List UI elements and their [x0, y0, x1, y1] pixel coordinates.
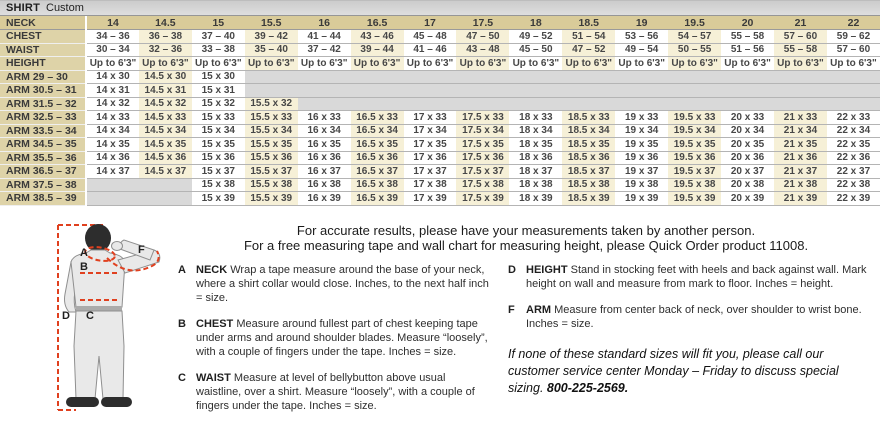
size-cell: 17 x 38 [404, 178, 457, 192]
size-cell: 21 x 35 [774, 138, 827, 152]
size-cell: 14 x 36 [86, 151, 139, 165]
size-cell: 18.5 x 37 [562, 165, 615, 179]
neck-size-header: 19 [615, 16, 668, 30]
size-cell: 50 – 55 [668, 43, 721, 57]
size-cell: 16.5 x 37 [351, 165, 404, 179]
item-text: Wrap a tape measure around the base of your neck, where a shirt collar would close. Inches, to the next half inch = size. [196, 264, 489, 305]
size-cell: 14.5 x 30 [139, 70, 192, 84]
neck-size-header: 15.5 [245, 16, 298, 30]
size-cell: 15 x 36 [192, 151, 245, 165]
size-cell: Up to 6'3" [404, 57, 457, 71]
size-cell: 16.5 x 33 [351, 111, 404, 125]
size-cell: 37 – 42 [298, 43, 351, 57]
size-cell: 15 x 33 [192, 111, 245, 125]
size-cell: 51 – 56 [721, 43, 774, 57]
size-cell [827, 97, 880, 111]
size-cell [509, 97, 562, 111]
measurement-figure [0, 220, 178, 431]
row-label: WAIST [0, 43, 86, 57]
size-cell: 22 x 37 [827, 165, 880, 179]
size-cell: 21 x 37 [774, 165, 827, 179]
size-cell [351, 97, 404, 111]
size-cell: 18 x 37 [509, 165, 562, 179]
row-label: ARM 30.5 – 31 [0, 84, 86, 98]
size-cell: 22 x 35 [827, 138, 880, 152]
note-text: If none of these standard sizes will fit you, please call our customer service center Monday – Friday to discuss special sizing. [508, 347, 839, 395]
size-cell: 17.5 x 33 [456, 111, 509, 125]
size-cell: 14.5 x 37 [139, 165, 192, 179]
size-cell: Up to 6'3" [86, 57, 139, 71]
size-cell [774, 84, 827, 98]
size-cell: 19 x 37 [615, 165, 668, 179]
size-cell: 14.5 x 33 [139, 111, 192, 125]
row-label: ARM 29 – 30 [0, 70, 86, 84]
size-cell: 16 x 34 [298, 124, 351, 138]
figure-label-a: A [80, 246, 88, 259]
size-cell: Up to 6'3" [456, 57, 509, 71]
size-cell: 20 x 39 [721, 192, 774, 206]
item-text: Measure from center back of neck, over shoulder to wrist bone. Inches = size. [526, 304, 862, 331]
instruction-item-height [508, 264, 874, 292]
size-cell: 14 x 30 [86, 70, 139, 84]
size-cell: 17 x 35 [404, 138, 457, 152]
neck-size-header: 17 [404, 16, 457, 30]
size-cell: Up to 6'3" [245, 57, 298, 71]
size-cell: 20 x 36 [721, 151, 774, 165]
size-cell: 39 – 44 [351, 43, 404, 57]
size-cell: 41 – 46 [404, 43, 457, 57]
size-cell [721, 70, 774, 84]
size-cell [139, 192, 192, 206]
special-sizing-note [508, 346, 874, 397]
size-cell: 19 x 39 [615, 192, 668, 206]
size-cell: 55 – 58 [721, 30, 774, 44]
size-cell: 22 x 38 [827, 178, 880, 192]
figure-right-foot [101, 397, 132, 407]
size-cell: 16.5 x 36 [351, 151, 404, 165]
size-cell [668, 70, 721, 84]
neck-size-header: 21 [774, 16, 827, 30]
size-cell: 15 x 38 [192, 178, 245, 192]
size-cell [668, 84, 721, 98]
size-cell: 15 x 30 [192, 70, 245, 84]
size-cell: 16.5 x 35 [351, 138, 404, 152]
size-cell: 18 x 39 [509, 192, 562, 206]
size-cell: 18.5 x 35 [562, 138, 615, 152]
size-cell: 17 x 33 [404, 111, 457, 125]
size-cell [456, 97, 509, 111]
size-cell: Up to 6'3" [668, 57, 721, 71]
size-cell: 19.5 x 37 [668, 165, 721, 179]
item-text: Stand in stocking feet with heels and back against wall. Mark height on wall and measure from mark to floor. Inches = height. [526, 264, 867, 291]
instructions-right-column [508, 264, 874, 426]
size-cell: 17.5 x 38 [456, 178, 509, 192]
size-cell: 16 x 38 [298, 178, 351, 192]
size-cell: 17 x 39 [404, 192, 457, 206]
size-cell [245, 70, 298, 84]
size-cell: 20 x 37 [721, 165, 774, 179]
size-cell: 51 – 54 [562, 30, 615, 44]
size-cell: 14 x 31 [86, 84, 139, 98]
size-cell: 20 x 38 [721, 178, 774, 192]
size-cell: 14 x 32 [86, 97, 139, 111]
size-cell: 32 – 36 [139, 43, 192, 57]
neck-row-label: NECK [0, 16, 86, 30]
size-cell: 15.5 x 34 [245, 124, 298, 138]
size-cell: 43 – 46 [351, 30, 404, 44]
size-cell [298, 97, 351, 111]
size-cell: 19.5 x 38 [668, 178, 721, 192]
size-cell: 37 – 40 [192, 30, 245, 44]
size-cell: 14 x 37 [86, 165, 139, 179]
table-row-arm-35.5-36 [0, 151, 880, 165]
size-cell: 19 x 36 [615, 151, 668, 165]
size-cell: Up to 6'3" [774, 57, 827, 71]
size-cell: Up to 6'3" [298, 57, 351, 71]
neck-size-header: 20 [721, 16, 774, 30]
neck-size-header: 16.5 [351, 16, 404, 30]
neck-header-row [0, 16, 880, 30]
size-cell [668, 97, 721, 111]
instruction-columns [178, 264, 874, 426]
size-cell: 17 x 37 [404, 165, 457, 179]
neck-size-header: 14.5 [139, 16, 192, 30]
size-cell: 35 – 40 [245, 43, 298, 57]
size-table [0, 16, 880, 206]
size-cell [86, 192, 139, 206]
item-term: WAIST [196, 371, 231, 384]
figure-legs [74, 311, 124, 399]
instruction-item-chest [178, 318, 492, 360]
table-row-arm-30.5-31 [0, 84, 880, 98]
size-cell: 15.5 x 37 [245, 165, 298, 179]
item-letter: A [178, 264, 186, 277]
size-cell [298, 70, 351, 84]
neck-size-header: 22 [827, 16, 880, 30]
table-row-arm-36.5-37 [0, 165, 880, 179]
item-letter: C [178, 371, 186, 384]
size-cell [827, 84, 880, 98]
size-cell: 17 x 36 [404, 151, 457, 165]
neck-size-header: 18 [509, 16, 562, 30]
item-letter: F [508, 304, 515, 317]
neck-size-header: 17.5 [456, 16, 509, 30]
size-cell: 15 x 31 [192, 84, 245, 98]
size-cell [351, 70, 404, 84]
neck-size-header: 18.5 [562, 16, 615, 30]
size-cell: 20 x 34 [721, 124, 774, 138]
table-row-height [0, 57, 880, 71]
figure-label-c: C [86, 309, 94, 322]
size-cell: 15.5 x 32 [245, 97, 298, 111]
size-cell: 21 x 39 [774, 192, 827, 206]
size-cell: 54 – 57 [668, 30, 721, 44]
intro-line-1: For accurate results, please have your measurements taken by another person. [296, 222, 756, 238]
body-measurement-diagram [6, 220, 178, 426]
size-cell: 19 x 38 [615, 178, 668, 192]
size-cell: 19 x 34 [615, 124, 668, 138]
size-cell [721, 97, 774, 111]
figure-label-d: D [62, 309, 70, 322]
size-cell: 15 x 34 [192, 124, 245, 138]
table-row-arm-34.5-35 [0, 138, 880, 152]
page-subtitle: Custom [46, 2, 84, 14]
size-cell [721, 84, 774, 98]
size-cell: 49 – 54 [615, 43, 668, 57]
size-cell: 33 – 38 [192, 43, 245, 57]
figure-hand [112, 241, 123, 250]
size-cell: 18.5 x 34 [562, 124, 615, 138]
table-title-bar [0, 0, 880, 16]
size-cell: 14.5 x 31 [139, 84, 192, 98]
size-cell: 18.5 x 38 [562, 178, 615, 192]
size-cell: 17.5 x 35 [456, 138, 509, 152]
row-label: ARM 31.5 – 32 [0, 97, 86, 111]
size-cell [615, 70, 668, 84]
size-cell [562, 84, 615, 98]
size-cell: Up to 6'3" [192, 57, 245, 71]
size-cell: 20 x 33 [721, 111, 774, 125]
neck-size-header: 15 [192, 16, 245, 30]
instructions-left-column [178, 264, 492, 426]
size-cell: 16.5 x 34 [351, 124, 404, 138]
row-label: CHEST [0, 30, 86, 44]
size-cell: 14 x 35 [86, 138, 139, 152]
table-row-arm-31.5-32 [0, 97, 880, 111]
size-cell: 16.5 x 39 [351, 192, 404, 206]
size-cell: 19.5 x 33 [668, 111, 721, 125]
size-cell: 14 x 33 [86, 111, 139, 125]
instructions-content [178, 220, 880, 431]
row-label: ARM 33.5 – 34 [0, 124, 86, 138]
size-cell: Up to 6'3" [615, 57, 668, 71]
size-cell: 34 – 36 [86, 30, 139, 44]
size-cell: 19.5 x 35 [668, 138, 721, 152]
table-row-arm-38.5-39 [0, 192, 880, 206]
size-cell: 59 – 62 [827, 30, 880, 44]
size-cell: 16 x 35 [298, 138, 351, 152]
size-cell: 19.5 x 36 [668, 151, 721, 165]
size-cell [456, 84, 509, 98]
size-cell: 14 x 34 [86, 124, 139, 138]
item-term: CHEST [196, 318, 234, 331]
size-cell: 19 x 33 [615, 111, 668, 125]
size-cell [509, 70, 562, 84]
figure-left-foot [66, 397, 99, 407]
table-row-arm-29-30 [0, 70, 880, 84]
figure-waistband [76, 306, 122, 311]
size-cell: 21 x 33 [774, 111, 827, 125]
row-label: ARM 34.5 – 35 [0, 138, 86, 152]
size-cell: 15 x 35 [192, 138, 245, 152]
size-cell [404, 70, 457, 84]
size-cell: Up to 6'3" [139, 57, 192, 71]
size-cell [404, 84, 457, 98]
size-cell: 18.5 x 39 [562, 192, 615, 206]
size-cell [509, 84, 562, 98]
size-cell: 15.5 x 38 [245, 178, 298, 192]
item-letter: D [508, 264, 516, 277]
page-title: SHIRT [6, 2, 40, 14]
size-cell: 14.5 x 34 [139, 124, 192, 138]
size-cell: 57 – 60 [827, 43, 880, 57]
row-label: ARM 32.5 – 33 [0, 111, 86, 125]
size-cell: 14.5 x 35 [139, 138, 192, 152]
size-cell: 16 x 39 [298, 192, 351, 206]
size-cell: 43 – 48 [456, 43, 509, 57]
table-row-arm-33.5-34 [0, 124, 880, 138]
row-label: HEIGHT [0, 57, 86, 71]
size-cell: 22 x 36 [827, 151, 880, 165]
size-cell [86, 178, 139, 192]
item-term: NECK [196, 264, 228, 277]
size-cell: 47 – 52 [562, 43, 615, 57]
size-cell: Up to 6'3" [721, 57, 774, 71]
instruction-item-neck [178, 264, 492, 306]
size-cell: 47 – 50 [456, 30, 509, 44]
size-cell [615, 97, 668, 111]
size-cell: 18 x 38 [509, 178, 562, 192]
size-cell: 30 – 34 [86, 43, 139, 57]
size-cell: 19.5 x 39 [668, 192, 721, 206]
size-cell [245, 84, 298, 98]
intro-line-2: For a free measuring tape and wall chart for measuring height, please Quick Order product 11008. [243, 237, 809, 253]
instruction-item-waist [178, 372, 492, 414]
size-cell: 18 x 33 [509, 111, 562, 125]
size-cell: 17.5 x 34 [456, 124, 509, 138]
row-label: ARM 35.5 – 36 [0, 151, 86, 165]
size-cell: 19 x 35 [615, 138, 668, 152]
size-cell: 45 – 48 [404, 30, 457, 44]
size-cell [298, 84, 351, 98]
size-cell: 22 x 33 [827, 111, 880, 125]
table-row-chest [0, 30, 880, 44]
size-cell: 16.5 x 38 [351, 178, 404, 192]
size-cell: 39 – 42 [245, 30, 298, 44]
row-label: ARM 38.5 – 39 [0, 192, 86, 206]
size-cell [562, 97, 615, 111]
size-cell: 21 x 36 [774, 151, 827, 165]
size-cell: Up to 6'3" [351, 57, 404, 71]
size-cell: 15 x 32 [192, 97, 245, 111]
size-cell [351, 84, 404, 98]
row-label: ARM 36.5 – 37 [0, 165, 86, 179]
size-cell: 17 x 34 [404, 124, 457, 138]
item-letter: B [178, 318, 186, 331]
size-cell: 14.5 x 36 [139, 151, 192, 165]
row-label: ARM 37.5 – 38 [0, 178, 86, 192]
item-text: Measure around fullest part of chest keeping tape under arms and around shoulder blades. Measure “loosely”, with a couple of fingers under the tape. Inches = size. [196, 318, 488, 358]
size-cell: 22 x 39 [827, 192, 880, 206]
size-cell: 41 – 44 [298, 30, 351, 44]
size-cell: 16 x 36 [298, 151, 351, 165]
size-cell: Up to 6'3" [827, 57, 880, 71]
neck-size-header: 19.5 [668, 16, 721, 30]
size-cell: 49 – 52 [509, 30, 562, 44]
size-cell: 57 – 60 [774, 30, 827, 44]
size-cell: 18 x 34 [509, 124, 562, 138]
size-cell: 21 x 38 [774, 178, 827, 192]
size-cell: 14.5 x 32 [139, 97, 192, 111]
size-cell [456, 70, 509, 84]
table-row-arm-37.5-38 [0, 178, 880, 192]
size-cell [139, 178, 192, 192]
size-cell: Up to 6'3" [562, 57, 615, 71]
size-cell: 55 – 58 [774, 43, 827, 57]
size-cell: 21 x 34 [774, 124, 827, 138]
size-cell: 19.5 x 34 [668, 124, 721, 138]
intro-text [178, 223, 874, 254]
item-term: ARM [526, 304, 552, 317]
figure-label-b: B [80, 260, 88, 273]
size-cell: 15 x 37 [192, 165, 245, 179]
size-cell: 15.5 x 33 [245, 111, 298, 125]
size-cell [615, 84, 668, 98]
size-cell: 45 – 50 [509, 43, 562, 57]
item-text: Measure at level of bellybutton above usual waistline, over a shirt. Measure “loosely”, with a couple of fingers under the tape. Inches = size. [196, 371, 475, 412]
measuring-instructions-section [0, 220, 880, 431]
size-cell: 16 x 33 [298, 111, 351, 125]
figure-label-f: F [138, 243, 145, 256]
item-term: HEIGHT [526, 264, 568, 277]
size-cell: 36 – 38 [139, 30, 192, 44]
size-cell: 17.5 x 36 [456, 151, 509, 165]
neck-size-header: 14 [86, 16, 139, 30]
size-cell [404, 97, 457, 111]
size-cell [827, 70, 880, 84]
size-cell: 17.5 x 39 [456, 192, 509, 206]
size-cell: 20 x 35 [721, 138, 774, 152]
table-row-arm-32.5-33 [0, 111, 880, 125]
size-cell: Up to 6'3" [509, 57, 562, 71]
size-cell [774, 97, 827, 111]
table-row-waist [0, 43, 880, 57]
instruction-item-arm [508, 304, 874, 332]
size-table-body [0, 16, 880, 205]
size-cell: 18.5 x 36 [562, 151, 615, 165]
phone-number: 800-225-2569. [546, 380, 629, 395]
size-cell [562, 70, 615, 84]
size-cell: 18 x 36 [509, 151, 562, 165]
size-cell: 15.5 x 35 [245, 138, 298, 152]
size-cell: 53 – 56 [615, 30, 668, 44]
neck-size-header: 16 [298, 16, 351, 30]
size-cell: 18.5 x 33 [562, 111, 615, 125]
size-cell: 15 x 39 [192, 192, 245, 206]
size-cell: 17.5 x 37 [456, 165, 509, 179]
size-cell: 15.5 x 39 [245, 192, 298, 206]
size-cell: 16 x 37 [298, 165, 351, 179]
size-cell: 18 x 35 [509, 138, 562, 152]
size-cell: 15.5 x 36 [245, 151, 298, 165]
size-cell [774, 70, 827, 84]
size-cell: 22 x 34 [827, 124, 880, 138]
